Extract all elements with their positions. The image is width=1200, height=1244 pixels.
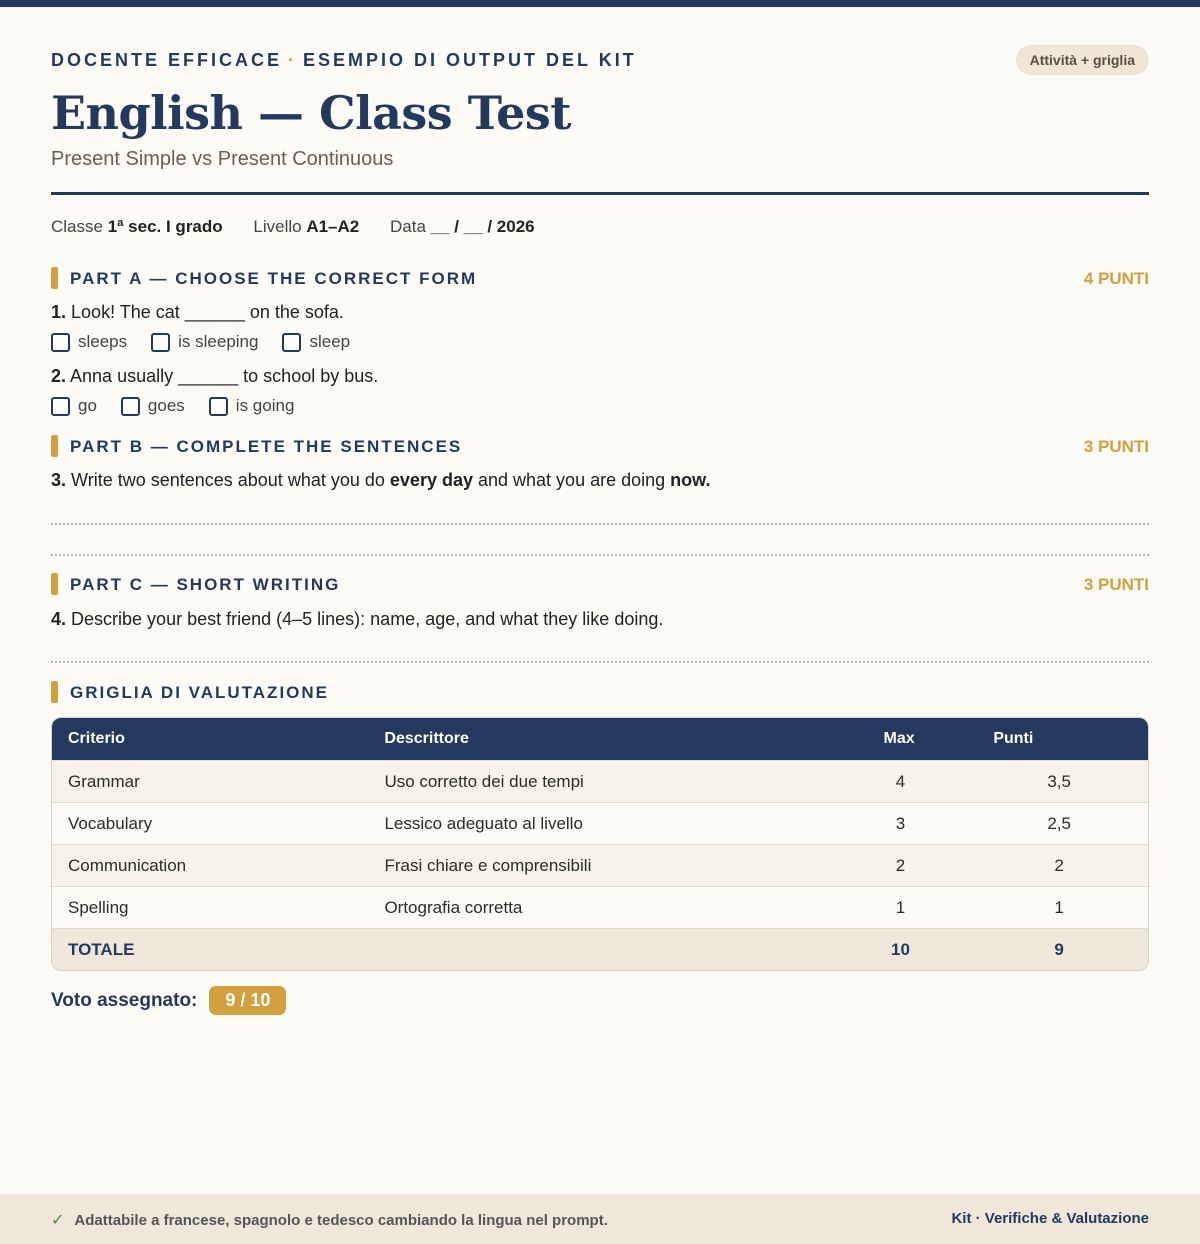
cell-punti: 3,5	[1047, 771, 1071, 791]
meta-livello	[253, 217, 359, 236]
question-2-options	[51, 396, 318, 416]
cell-criterio: Grammar	[68, 771, 140, 791]
option-label: sleep	[309, 332, 351, 351]
cell-max: 3	[895, 813, 906, 833]
checkbox[interactable]	[51, 333, 70, 352]
total-label: TOTALE	[68, 939, 135, 959]
cell-max: 2	[895, 855, 906, 875]
cell-punti: 1	[1054, 897, 1064, 917]
footer-note	[51, 1210, 608, 1230]
question-text-post: .	[705, 470, 711, 490]
top-accent-bar	[0, 0, 1200, 7]
option-label: go	[78, 396, 97, 415]
table-row	[52, 802, 1148, 844]
section-title: PART C — SHORT WRITING	[70, 575, 341, 594]
final-grade	[51, 986, 286, 1015]
section-marker	[51, 435, 58, 457]
question-number: 2.	[51, 366, 67, 386]
option-label: is going	[235, 396, 295, 415]
section-title: GRIGLIA DI VALUTAZIONE	[70, 683, 330, 702]
test-meta	[51, 217, 561, 237]
type-badge: Attività + griglia	[1016, 45, 1149, 75]
header-punti: Punti	[993, 730, 1034, 747]
meta-data-label: Data	[389, 217, 426, 236]
page-subtitle: Present Simple vs Present Continuous	[51, 148, 394, 170]
section-grid	[51, 681, 1149, 705]
meta-livello-value: A1–A2	[306, 217, 360, 236]
section-marker	[51, 681, 58, 703]
section-points: 3 PUNTI	[1083, 575, 1149, 594]
question-text: Describe your best friend (4–5 lines): name, age, and what they like doing.	[71, 609, 664, 629]
header-max: Max	[883, 730, 915, 747]
footer-kit-label: Kit · Verifiche & Valutazione	[951, 1210, 1149, 1227]
section-points: 3 PUNTI	[1083, 437, 1149, 456]
question-text: Anna usually ______ to school by bus.	[70, 366, 379, 386]
header-descrittore: Descrittore	[384, 730, 469, 747]
question-number: 1.	[51, 302, 67, 322]
table-row	[52, 844, 1148, 886]
table-row	[52, 760, 1148, 802]
checkbox[interactable]	[51, 397, 70, 416]
question-emphasis-1: every day	[389, 470, 473, 490]
checkbox[interactable]	[209, 397, 228, 416]
checkbox[interactable]	[151, 333, 170, 352]
section-part-b	[51, 435, 1149, 459]
footer	[0, 1194, 1200, 1244]
grade-label: Voto assegnato:	[51, 989, 198, 1011]
kicker-label: ESEMPIO DI OUTPUT DEL KIT	[303, 50, 637, 70]
grade-badge: 9 / 10	[209, 986, 286, 1015]
option-label: sleeps	[78, 332, 128, 351]
title-divider	[51, 192, 1149, 195]
kicker	[51, 50, 637, 71]
kicker-separator: ·	[288, 50, 298, 70]
option-sleeps[interactable]	[51, 332, 127, 352]
meta-data-value: __ / __ / 2026	[430, 217, 535, 236]
cell-max: 1	[895, 897, 906, 917]
cell-descrittore: Frasi chiare e comprensibili	[384, 855, 592, 875]
check-icon: ✓	[51, 1212, 65, 1229]
section-marker	[51, 267, 58, 289]
cell-descrittore: Uso corretto dei due tempi	[384, 771, 584, 791]
section-points: 4 PUNTI	[1083, 269, 1149, 288]
question-number: 3.	[51, 470, 67, 490]
cell-punti: 2	[1054, 855, 1064, 875]
section-title: PART B — COMPLETE THE SENTENCES	[70, 437, 463, 456]
total-max: 10	[891, 939, 910, 959]
option-goes[interactable]	[121, 396, 185, 416]
table-header	[52, 718, 1148, 760]
evaluation-table	[51, 717, 1149, 971]
question-2	[51, 366, 378, 387]
cell-criterio: Communication	[68, 855, 187, 875]
cell-punti: 2,5	[1047, 813, 1071, 833]
question-1	[51, 302, 344, 323]
question-text-pre: Write two sentences about what you do	[71, 470, 385, 490]
meta-classe-label: Classe	[51, 217, 103, 236]
question-number: 4.	[51, 609, 67, 629]
kicker-row	[51, 44, 1149, 74]
question-text: Look! The cat ______ on the sofa.	[71, 302, 344, 322]
page-title: English — Class Test	[51, 86, 572, 140]
option-is-sleeping[interactable]	[151, 332, 258, 352]
question-1-options	[51, 332, 374, 352]
header-criterio: Criterio	[68, 730, 125, 747]
question-emphasis-2: now	[670, 470, 706, 490]
checkbox[interactable]	[282, 333, 301, 352]
option-label: is sleeping	[178, 332, 259, 351]
answer-line-3[interactable]	[51, 661, 1149, 663]
meta-data	[390, 217, 535, 236]
table-row	[52, 886, 1148, 928]
section-part-a	[51, 267, 1149, 291]
checkbox[interactable]	[121, 397, 140, 416]
meta-livello-label: Livello	[253, 217, 302, 236]
option-sleep[interactable]	[282, 332, 350, 352]
option-go[interactable]	[51, 396, 97, 416]
cell-criterio: Spelling	[68, 897, 129, 917]
question-3	[51, 470, 711, 491]
total-punti: 9	[1054, 939, 1064, 959]
footer-note-text: Adattabile a francese, spagnolo e tedesco cambiando la lingua nel prompt.	[74, 1212, 608, 1229]
question-4	[51, 609, 663, 630]
cell-descrittore: Lessico adeguato al livello	[384, 813, 583, 833]
meta-classe-value: 1ª sec. I grado	[107, 217, 223, 236]
option-is-going[interactable]	[209, 396, 295, 416]
question-text-mid: and what you are doing	[478, 470, 666, 490]
section-marker	[51, 573, 58, 595]
option-label: goes	[147, 396, 185, 415]
answer-line-2[interactable]	[51, 554, 1149, 556]
kicker-brand: DOCENTE EFFICACE	[51, 50, 283, 70]
cell-max: 4	[895, 771, 906, 791]
cell-criterio: Vocabulary	[68, 813, 153, 833]
cell-descrittore: Ortografia corretta	[384, 897, 523, 917]
answer-line-1[interactable]	[51, 523, 1149, 525]
table-total-row	[52, 928, 1148, 970]
section-part-c	[51, 573, 1149, 597]
meta-classe	[51, 217, 223, 236]
section-title: PART A — CHOOSE THE CORRECT FORM	[70, 269, 478, 288]
